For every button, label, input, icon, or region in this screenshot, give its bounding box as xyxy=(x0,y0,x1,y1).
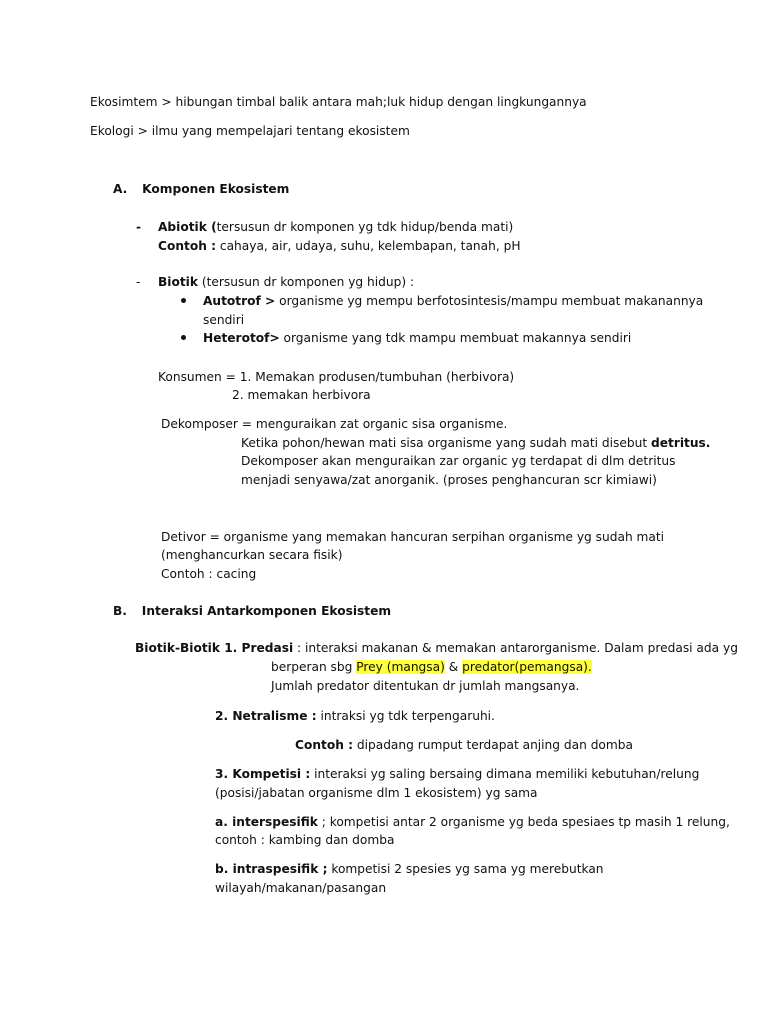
autotrof-bullet-icon xyxy=(181,298,186,303)
dekomposer-line-4: menjadi senyawa/zat anorganik. (proses penghancuran scr kimiawi) xyxy=(241,473,657,487)
biotik-desc: (tersusun dr komponen yg hidup) : xyxy=(197,275,415,289)
section-a-marker: A. xyxy=(113,182,128,196)
autotrof-term: Autotrof > xyxy=(203,294,276,308)
dekomposer-line-3: Dekomposer akan menguraikan zar organic yg terdapat di dlm detritus xyxy=(241,454,676,468)
abiotik-dash: - xyxy=(136,220,142,234)
abiotik-example-text: cahaya, air, udaya, suhu, kelembapan, tanah, pH xyxy=(216,239,521,253)
kompetisi-label: 3. Kompetisi : xyxy=(215,767,311,781)
section-a-title: Komponen Ekosistem xyxy=(142,182,290,196)
abiotik-term: Abiotik xyxy=(158,220,207,234)
netralisme-label: 2. Netralisme : xyxy=(215,709,317,723)
abiotik-line xyxy=(158,218,513,236)
predasi-line-2: berperan sbg Prey (mangsa) & predator(pemangsa). xyxy=(271,660,592,674)
abiotik-desc: tersusun dr komponen yg tdk hidup/benda mati) xyxy=(216,220,514,234)
detivor-line-3: Contoh : cacing xyxy=(161,567,257,581)
predator-highlight: predator(pemangsa). xyxy=(462,660,592,674)
kompetisi-line-1: 3. Kompetisi : interaksi yg saling bersaing dimana memiliki kebutuhan/relung xyxy=(215,767,700,781)
definition-ekologi: Ekologi > ilmu yang mempelajari tentang ekosistem xyxy=(90,124,410,138)
heterotof-desc: organisme yang tdk mampu membuat makannya sendiri xyxy=(279,331,632,345)
detivor-line-1: Detivor = organisme yang memakan hancuran serpihan organisme yg sudah mati xyxy=(161,530,665,544)
interspesifik-line-1: a. interspesifik ; kompetisi antar 2 organisme yg beda spesiaes tp masih 1 relung, xyxy=(215,815,730,829)
biotik-term: Biotik xyxy=(158,275,198,289)
abiotik-example-label: Contoh : xyxy=(158,239,216,253)
heterotof-term: Heterotof> xyxy=(203,331,280,345)
autotrof-desc: organisme yg mempu berfotosintesis/mampu membuat makanannya xyxy=(275,294,704,308)
konsumen-line-2: 2. memakan herbivora xyxy=(232,388,371,402)
autotrof-line xyxy=(203,292,703,310)
interspesifik-label: a. interspesifik xyxy=(215,815,318,829)
heterotof-line xyxy=(203,329,631,347)
biotik-dash: - xyxy=(136,275,141,289)
netralisme-line: 2. Netralisme : intraksi yg tdk terpengaruhi. xyxy=(215,709,495,723)
intraspesifik-line-2: wilayah/makanan/pasangan xyxy=(215,881,387,895)
predasi-line-3: Jumlah predator ditentukan dr jumlah mangsanya. xyxy=(271,679,580,693)
predasi-line-1: Biotik-Biotik 1. Predasi : interaksi makanan & memakan antarorganisme. Dalam predasi ada yg xyxy=(135,641,738,655)
prey-highlight: Prey (mangsa) xyxy=(356,660,445,674)
dekomposer-line-1: Dekomposer = menguraikan zat organic sisa organisme. xyxy=(161,417,508,431)
definition-ekosistem: Ekosimtem > hibungan timbal balik antara mah;luk hidup dengan lingkungannya xyxy=(90,95,587,109)
detritus-term: detritus. xyxy=(651,436,711,450)
section-b-marker: B. xyxy=(113,604,127,618)
netralisme-example-label: Contoh : xyxy=(295,738,353,752)
intraspesifik-line-1: b. intraspesifik ; kompetisi 2 spesies yg sama yg merebutkan xyxy=(215,862,604,876)
heterotof-bullet-icon xyxy=(181,335,186,340)
autotrof-desc-cont: sendiri xyxy=(203,313,245,327)
interspesifik-line-2: contoh : kambing dan domba xyxy=(215,833,395,847)
dekomposer-line-2: Ketika pohon/hewan mati sisa organisme yang sudah mati disebut detritus. xyxy=(241,436,711,450)
section-b-title: Interaksi Antarkomponen Ekosistem xyxy=(141,604,392,618)
abiotik-example xyxy=(158,237,520,255)
section-b-heading xyxy=(113,602,391,620)
intraspesifik-label: b. intraspesifik ; xyxy=(215,862,328,876)
biotik-line xyxy=(158,273,414,291)
kompetisi-line-2: (posisi/jabatan organisme dlm 1 ekosistem) yg sama xyxy=(215,786,538,800)
abiotik-paren: ( xyxy=(206,220,217,234)
section-a-heading xyxy=(113,180,289,198)
detivor-line-2: (menghancurkan secara fisik) xyxy=(161,548,343,562)
predasi-label: Biotik-Biotik 1. Predasi xyxy=(135,641,294,655)
konsumen-line-1: Konsumen = 1. Memakan produsen/tumbuhan (herbivora) xyxy=(158,370,515,384)
netralisme-example: Contoh : dipadang rumput terdapat anjing dan domba xyxy=(295,738,633,752)
